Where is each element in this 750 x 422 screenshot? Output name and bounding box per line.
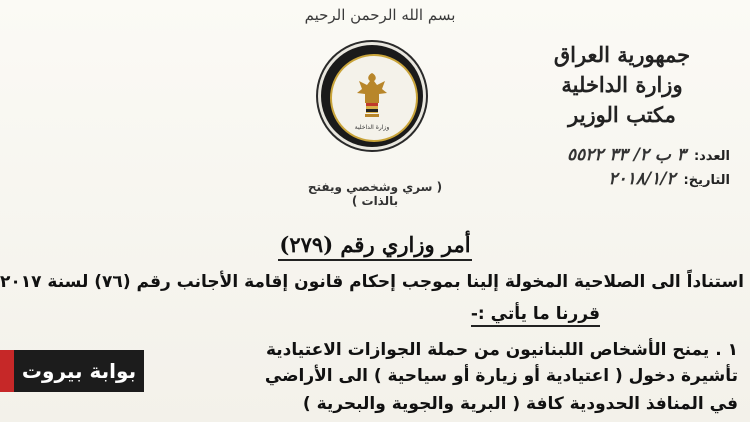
body-item: ١ . يمنح الأشخاص اللبنانيون من حملة الجوازات الاعتيادية [265, 340, 738, 360]
body-paragraph: استناداً الى الصلاحية المخولة إلينا بموجب إحكام قانون إقامة الأجانب رقم (٧٦) لسنة ٢٠١٧ [0, 272, 744, 292]
letterhead [512, 40, 732, 130]
letterhead-line: جمهورية العراق [553, 42, 691, 67]
body-item: تأشيرة دخول ( اعتيادية أو زيارة أو سياحية ) الى الأراضي [264, 366, 738, 386]
brand-logo-text: بوابة بيروت [14, 350, 144, 392]
reference-block [510, 145, 730, 193]
number-value: ٣ ب ٢/ ٣٣ ٥٥٢٢ [566, 145, 686, 165]
brand-watermark [0, 350, 144, 392]
date-label: التاريخ: [683, 173, 730, 188]
classification-note: ( سري وشخصي ويفتح بالذات ) [307, 180, 443, 208]
basmala-heading: بسم الله الرحمن الرحيم [304, 6, 456, 24]
decision-heading-text: قررنا ما يأتي :- [470, 304, 600, 324]
decision-heading [471, 304, 600, 327]
order-title-text: أمر وزاري رقم (٢٧٩) [279, 232, 471, 257]
svg-text:وزارة الداخلية: وزارة الداخلية [354, 124, 390, 131]
letterhead-line: وزارة الداخلية [561, 72, 683, 97]
body-item: في المنافذ الحدودية كافة ( البرية والجوية والبحرية ) [302, 394, 738, 414]
brand-accent [0, 350, 14, 392]
order-title [260, 232, 490, 257]
date-value: ٢٠١٨/١/٢ [608, 169, 676, 189]
letterhead-line: مكتب الوزير [568, 102, 676, 127]
number-label: العدد: [693, 149, 730, 164]
ministry-seal-icon [321, 45, 423, 147]
